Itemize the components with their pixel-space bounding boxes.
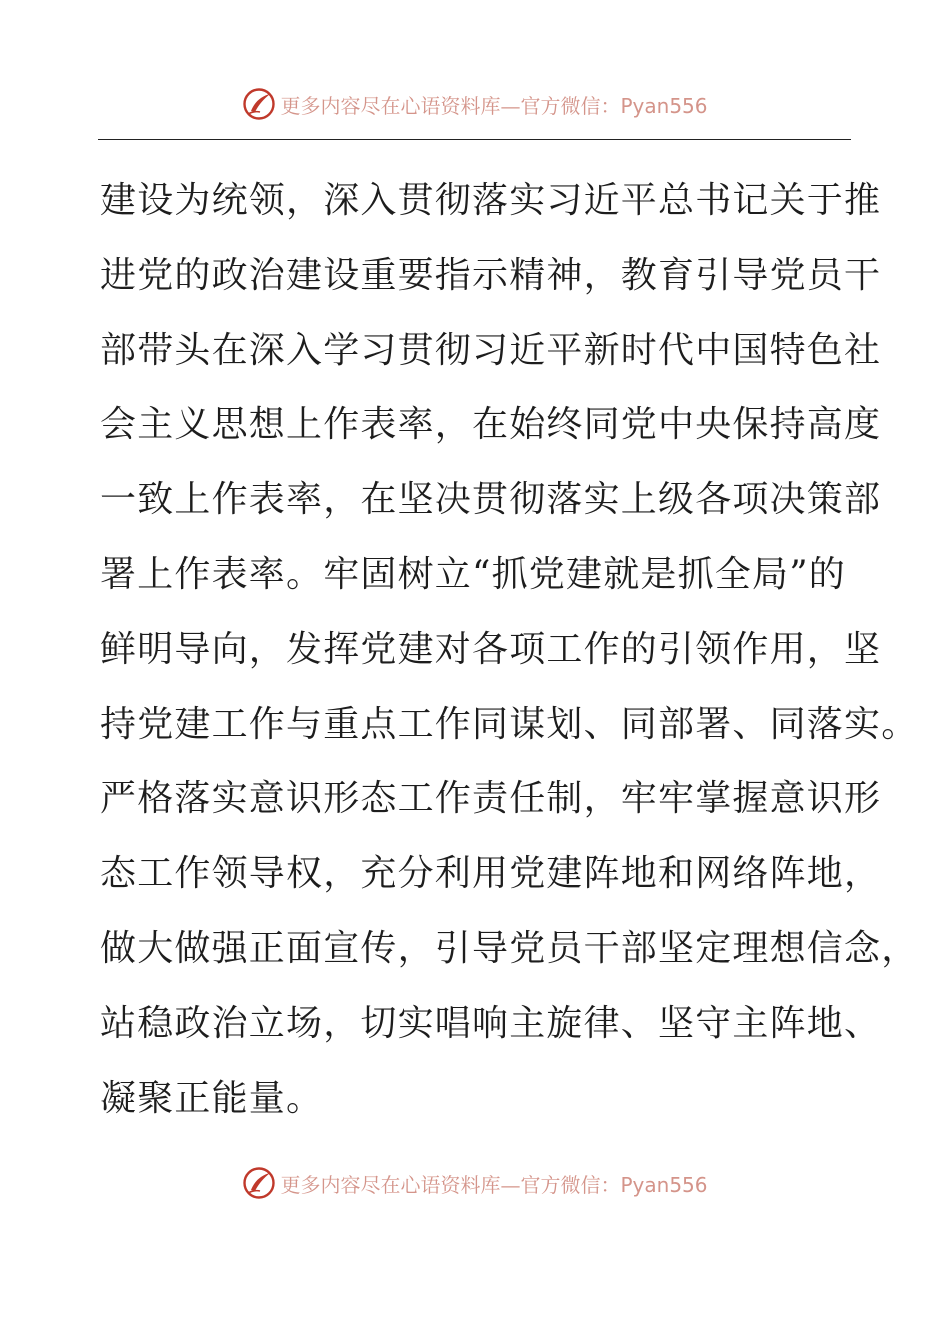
body-line: 部带头在深入学习贯彻习近平新时代中国特色社: [100, 329, 882, 371]
header-banner-wechat-id: Pyan556: [620, 93, 708, 118]
body-line: 进党的政治建设重要指示精神，教育引导党员干: [100, 254, 882, 296]
body-line: 持党建工作与重点工作同谋划、同部署、同落实。: [100, 703, 919, 745]
body-line: 做大做强正面宣传，引导党员干部坚定理想信念，: [100, 927, 919, 969]
footer-banner-text: [280, 1169, 707, 1198]
body-line: 态工作领导权，充分利用党建阵地和网络阵地，: [100, 853, 882, 895]
footer-banner-wechat-id: Pyan556: [620, 1172, 708, 1197]
body-line: 鲜明导向，发挥党建对各项工作的引领作用，坚: [100, 628, 882, 670]
body-line: 会主义思想上作表率，在始终同党中央保持高度: [100, 404, 882, 446]
header-banner-text: [280, 90, 707, 119]
logo-icon: [242, 87, 276, 121]
footer-banner-cn: 更多内容尽在心语资料库—官方微信：: [280, 1172, 621, 1197]
body-line: 严格落实意识形态工作责任制，牢牢掌握意识形: [100, 778, 882, 820]
body-paragraph: [100, 170, 919, 1142]
header-banner-cn: 更多内容尽在心语资料库—官方微信：: [280, 93, 621, 118]
body-line: 署上作表率。牢固树立“抓党建就是抓全局”的: [100, 553, 847, 595]
footer-banner: [0, 1163, 950, 1203]
header-banner: [0, 84, 950, 124]
body-line: 凝聚正能量。: [100, 1077, 324, 1119]
header-divider: [98, 139, 851, 140]
logo-icon: [242, 1166, 276, 1200]
body-line: 建设为统领，深入贯彻落实习近平总书记关于推: [100, 180, 882, 221]
body-line: 站稳政治立场，切实唱响主旋律、坚守主阵地、: [100, 1002, 882, 1044]
body-line: 一致上作表率，在坚决贯彻落实上级各项决策部: [100, 479, 882, 521]
